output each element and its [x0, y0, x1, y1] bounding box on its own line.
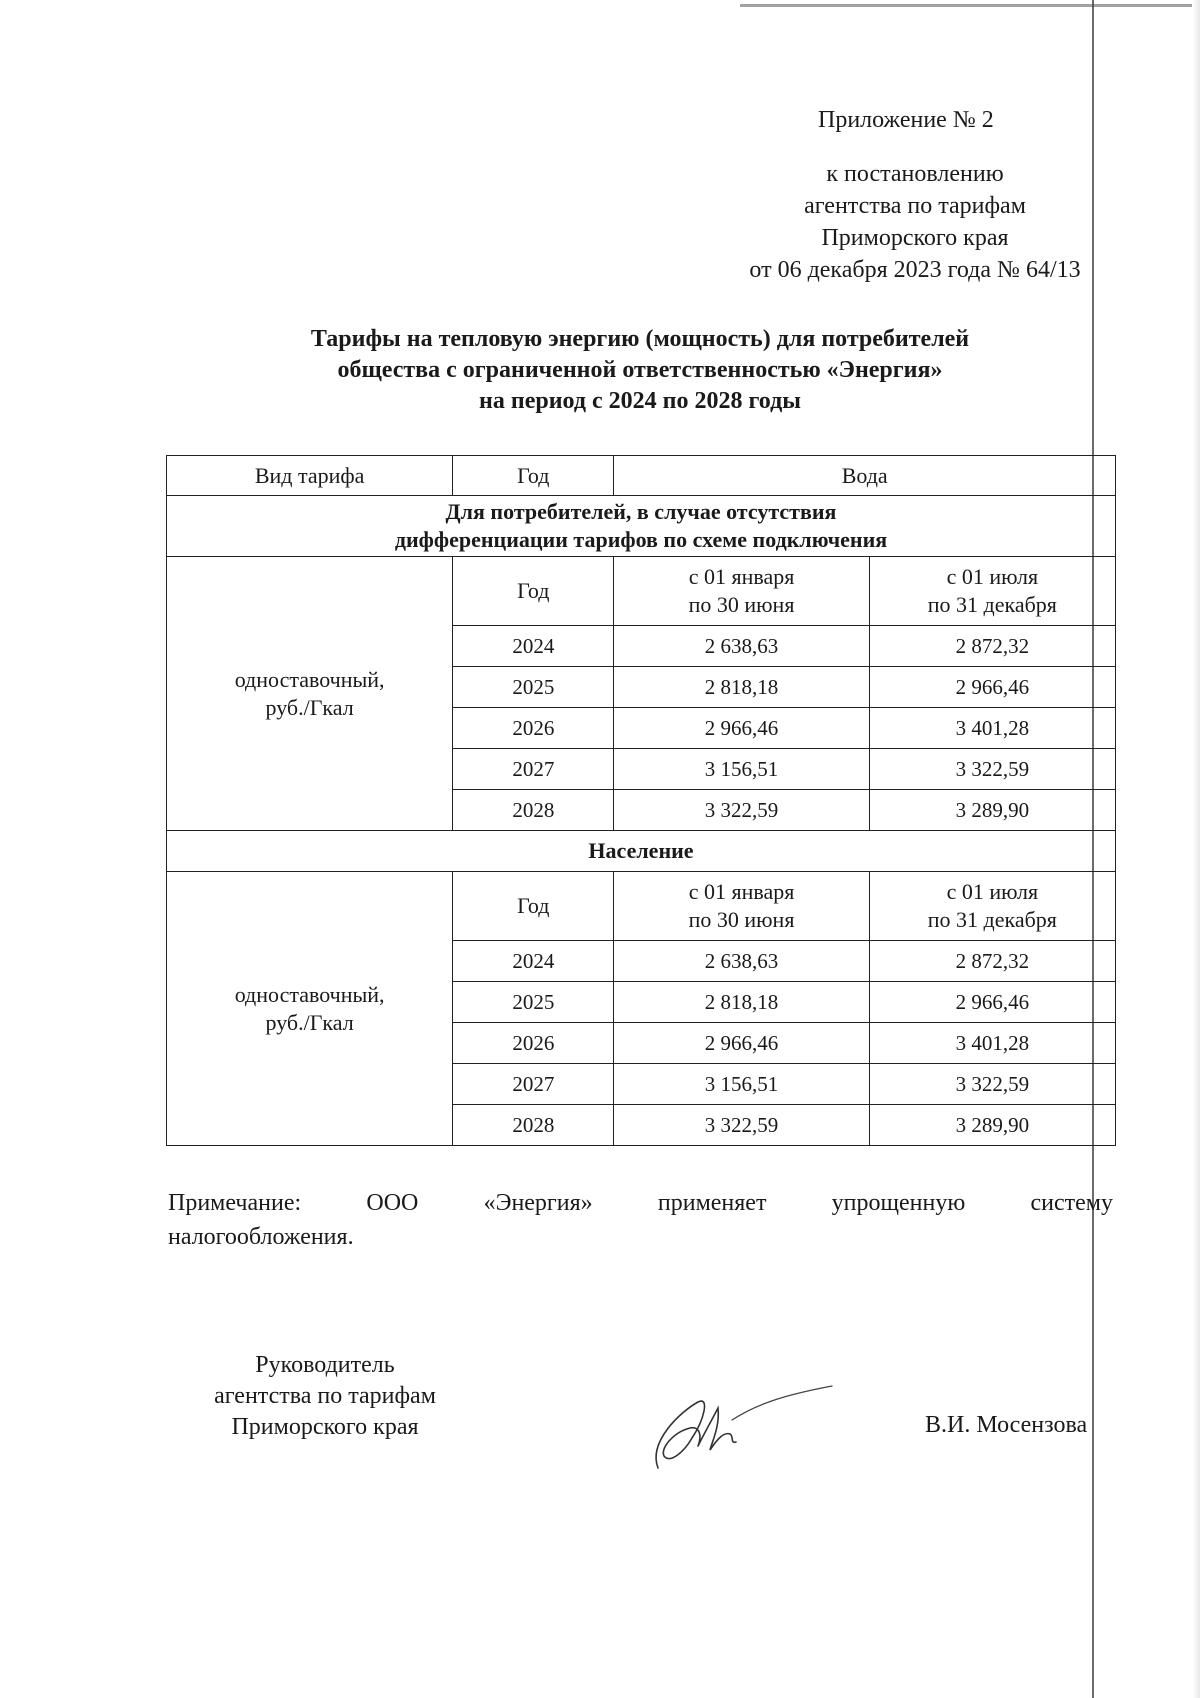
value-cell: 3 322,59: [869, 749, 1115, 790]
sub-header-row: [167, 557, 1116, 626]
section-group-title: Население: [167, 831, 1116, 872]
period-line: с 01 января: [688, 564, 795, 589]
year-cell: 2025: [453, 667, 614, 708]
year-cell: 2024: [453, 941, 614, 982]
header-year: Год: [453, 456, 614, 496]
title-line: на период с 2024 по 2028 годы: [479, 388, 801, 414]
signatory-position: [180, 1350, 470, 1443]
section-group-row: [167, 496, 1116, 557]
document-title: [165, 324, 1115, 417]
appendix-ref-line: Приморского края: [821, 225, 1009, 251]
position-line: агентства по тарифам: [214, 1383, 436, 1409]
header-tariff-type: Вид тарифа: [167, 456, 453, 496]
value-cell: 2 966,46: [614, 708, 869, 749]
value-cell: 3 322,59: [614, 1105, 869, 1146]
value-cell: 3 322,59: [869, 1064, 1115, 1105]
section-group-title: [167, 496, 1116, 557]
year-cell: 2025: [453, 982, 614, 1023]
tariff-type-cell: [167, 557, 453, 831]
value-cell: 2 818,18: [614, 667, 869, 708]
value-cell: 3 401,28: [869, 708, 1115, 749]
title-line: общества с ограниченной ответственностью «Энергия»: [337, 357, 943, 383]
group-line: Для потребителей, в случае отсутствия: [445, 499, 837, 524]
period-line: с 01 июля: [946, 879, 1039, 904]
note-word: ООО: [366, 1190, 419, 1216]
year-cell: 2028: [453, 1105, 614, 1146]
value-cell: 2 966,46: [869, 982, 1115, 1023]
value-cell: 3 289,90: [869, 1105, 1115, 1146]
sub-header-period-1: [614, 872, 869, 941]
handwritten-signature: [640, 1372, 840, 1482]
period-line: по 30 июня: [688, 907, 795, 932]
tariff-type-line: одноставочный,: [234, 666, 385, 692]
tariff-type-cell: [167, 872, 453, 1146]
tariff-type-line: руб./Гкал: [265, 1009, 354, 1035]
sub-header-period-2: [869, 557, 1115, 626]
note-word: «Энергия»: [483, 1190, 593, 1216]
period-line: по 31 декабря: [927, 907, 1057, 932]
appendix-reference: [725, 158, 1105, 286]
table-header-row: [167, 456, 1116, 496]
sub-header-period-1: [614, 557, 869, 626]
value-cell: 3 156,51: [614, 749, 869, 790]
value-cell: 3 289,90: [869, 790, 1115, 831]
value-cell: 3 322,59: [614, 790, 869, 831]
value-cell: 2 966,46: [869, 667, 1115, 708]
appendix-ref-line: агентства по тарифам: [804, 193, 1026, 219]
title-line: Тарифы на тепловую энергию (мощность) для потребителей: [310, 326, 970, 352]
year-cell: 2026: [453, 708, 614, 749]
period-line: с 01 июля: [946, 564, 1039, 589]
value-cell: 3 401,28: [869, 1023, 1115, 1064]
value-cell: 2 638,63: [614, 626, 869, 667]
appendix-ref-line: к постановлению: [826, 161, 1004, 187]
sub-header-year: Год: [453, 557, 614, 626]
year-cell: 2024: [453, 626, 614, 667]
note-word: систему: [1030, 1190, 1113, 1216]
value-cell: 2 966,46: [614, 1023, 869, 1064]
value-cell: 2 638,63: [614, 941, 869, 982]
section-group-row: [167, 831, 1116, 872]
value-cell: 3 156,51: [614, 1064, 869, 1105]
note-paragraph: [168, 1186, 1113, 1254]
note-word: Примечание:: [168, 1190, 302, 1216]
year-cell: 2028: [453, 790, 614, 831]
period-line: по 30 июня: [688, 592, 795, 617]
sub-header-year: Год: [453, 872, 614, 941]
value-cell: 2 818,18: [614, 982, 869, 1023]
group-line: дифференциации тарифов по схеме подключения: [394, 527, 888, 552]
header-water: Вода: [614, 456, 1116, 496]
period-line: по 31 декабря: [927, 592, 1057, 617]
sub-header-period-2: [869, 872, 1115, 941]
tariff-type-line: руб./Гкал: [265, 694, 354, 720]
note-word: упрощенную: [831, 1190, 966, 1216]
scan-artifact-top: [740, 4, 1200, 7]
note-line-1: [168, 1186, 1113, 1220]
note-line-2: налогообложения.: [168, 1224, 354, 1250]
year-cell: 2027: [453, 1064, 614, 1105]
signatory-name: В.И. Мосензова: [925, 1412, 1088, 1438]
tariff-table: [166, 455, 1116, 1146]
position-line: Руководитель: [255, 1352, 395, 1378]
appendix-number: Приложение № 2: [818, 107, 994, 133]
scan-edge-shadow: [1192, 0, 1200, 1698]
appendix-ref-line: от 06 декабря 2023 года № 64/13: [749, 257, 1081, 283]
tariff-type-line: одноставочный,: [234, 981, 385, 1007]
sub-header-row: [167, 872, 1116, 941]
appendix-block: [700, 104, 1130, 286]
position-line: Приморского края: [231, 1414, 419, 1440]
year-cell: 2027: [453, 749, 614, 790]
value-cell: 2 872,32: [869, 941, 1115, 982]
period-line: с 01 января: [688, 879, 795, 904]
note-word: применяет: [657, 1190, 767, 1216]
value-cell: 2 872,32: [869, 626, 1115, 667]
year-cell: 2026: [453, 1023, 614, 1064]
